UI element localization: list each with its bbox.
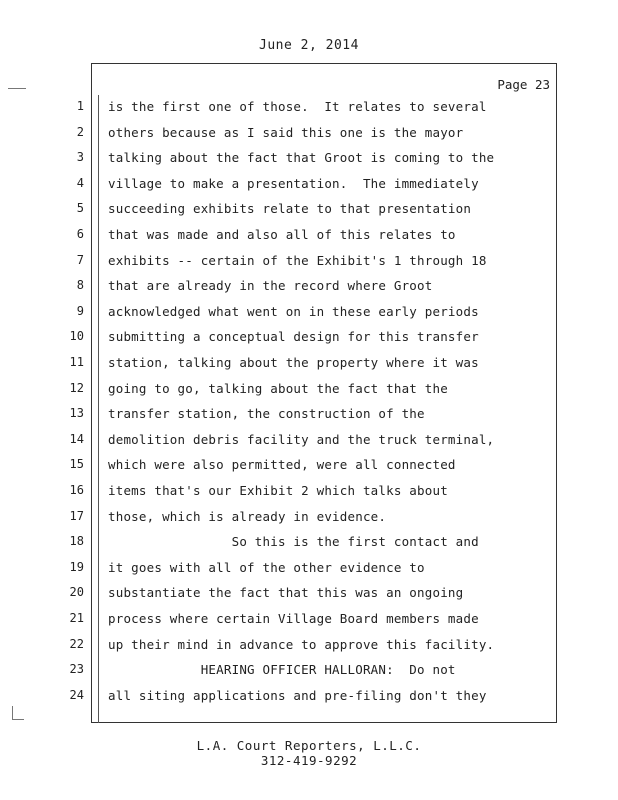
line-text: HEARING OFFICER HALLORAN: Do not: [108, 662, 456, 678]
line-number: 15: [69, 457, 84, 472]
line-number: 7: [76, 252, 84, 267]
footer-company: L.A. Court Reporters, L.L.C.: [196, 738, 422, 753]
line-number: 11: [69, 355, 84, 369]
line-number: 8: [76, 278, 84, 293]
line-text: transfer station, the construction of the: [108, 406, 425, 422]
line-number: 3: [76, 150, 84, 165]
line-number: 12: [69, 380, 84, 395]
line-number: 9: [76, 303, 84, 318]
line-text: others because as I said this one is the mayor: [108, 124, 464, 140]
page-number: Page 23: [497, 77, 550, 92]
line-text: that are already in the record where Groot: [108, 278, 433, 294]
line-number: 21: [69, 611, 84, 625]
line-text: going to go, talking about the fact that the: [108, 380, 448, 396]
line-text: demolition debris facility and the truck terminal,: [108, 431, 495, 447]
line-number: 18: [69, 534, 84, 549]
line-number: 10: [69, 329, 84, 344]
line-number: 22: [69, 636, 84, 651]
line-number: 24: [69, 687, 84, 702]
line-number: 2: [76, 124, 84, 139]
line-number: 13: [69, 406, 84, 421]
transcript-date: June 2, 2014: [259, 38, 359, 53]
line-text: station, talking about the property where it was: [108, 355, 479, 370]
line-text: items that's our Exhibit 2 which talks about: [108, 483, 448, 498]
footer-phone: 312-419-9292: [260, 753, 358, 768]
line-number: 16: [69, 483, 84, 497]
line-text: those, which is already in evidence.: [108, 508, 387, 524]
line-text: all siting applications and pre-filing don't they: [108, 687, 487, 703]
line-text: succeeding exhibits relate to that presentation: [108, 201, 472, 217]
line-number: 4: [76, 175, 84, 190]
line-text: acknowledged what went on in these early periods: [108, 303, 479, 319]
line-number: 5: [76, 201, 84, 216]
scan-mark: [12, 706, 13, 720]
line-text: up their mind in advance to approve this facility.: [108, 636, 495, 652]
line-text: talking about the fact that Groot is coming to the: [108, 150, 495, 166]
line-text: that was made and also all of this relates to: [108, 227, 456, 242]
line-text: substantiate the fact that this was an ongoing: [108, 585, 464, 601]
line-number: 23: [69, 662, 84, 677]
line-number: 20: [69, 585, 84, 600]
line-text: village to make a presentation. The immediately: [108, 175, 479, 191]
line-number: 14: [69, 431, 84, 446]
line-text: process where certain Village Board members made: [108, 611, 479, 626]
line-number: 17: [69, 508, 84, 523]
line-number: 19: [69, 559, 84, 574]
line-text: which were also permitted, were all connected: [108, 457, 456, 473]
line-text: exhibits -- certain of the Exhibit's 1 through 18: [108, 252, 487, 268]
line-number: 6: [76, 227, 84, 241]
line-text: submitting a conceptual design for this transfer: [108, 329, 479, 345]
scan-mark: [12, 719, 24, 720]
line-number-divider: [98, 95, 99, 723]
line-text: it goes with all of the other evidence to: [108, 559, 425, 575]
line-number: 1: [76, 99, 84, 113]
scan-mark: [8, 88, 26, 89]
line-text: So this is the first contact and: [108, 534, 479, 550]
line-text: is the first one of those. It relates to several: [108, 99, 487, 114]
